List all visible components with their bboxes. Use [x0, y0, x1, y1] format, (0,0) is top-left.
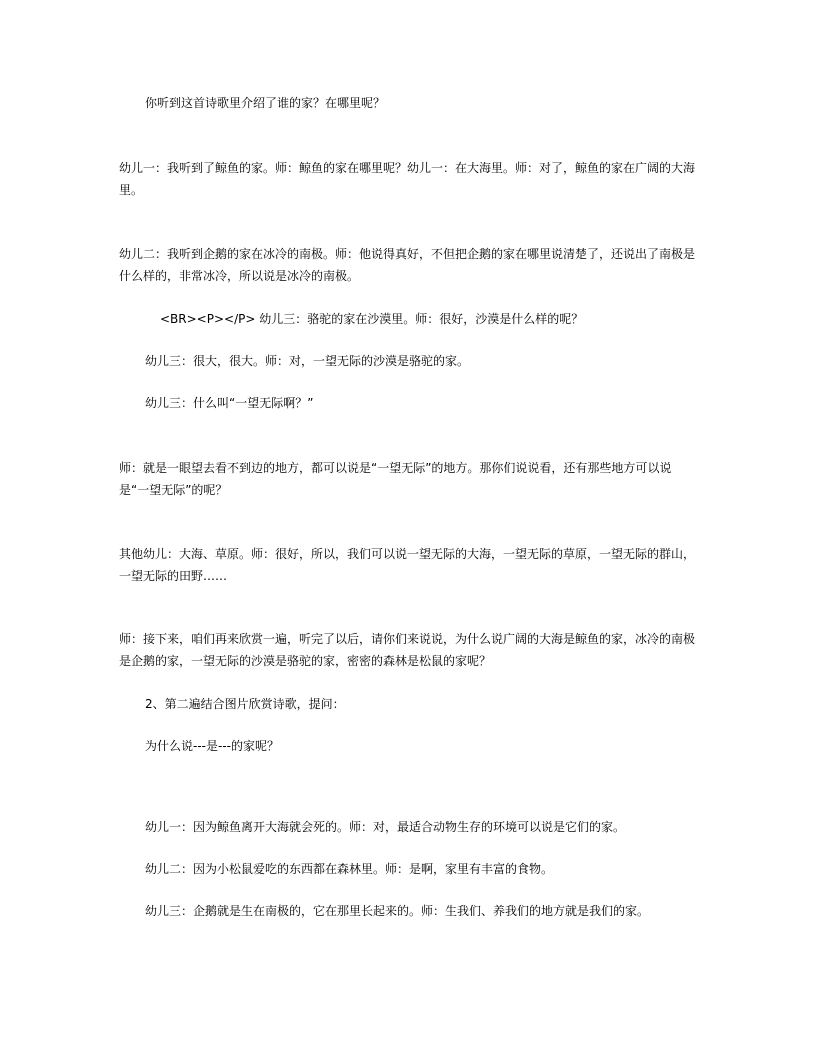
paragraph-teacher-explain: 师：就是一眼望去看不到边的地方，都可以说是“一望无际”的地方。那你们说说看，还有那些地方可以说是“一望无际”的呢？ — [119, 461, 672, 497]
paragraph-teacher-next: 师：接下来，咱们再来欣赏一遍，听完了以后，请你们来说说，为什么说广阔的大海是鲸鱼的家，冰冷的南极是企鹅的家，一望无际的沙漠是骆驼的家，密密的森林是松鼠的家呢？ — [119, 632, 696, 668]
paragraph-other-children: 其他幼儿：大海、草原。师：很好，所以，我们可以说一望无际的大海，一望无际的草原，一望无际的群山，一望无际的田野…… — [119, 547, 696, 583]
paragraph-question-intro: 你听到这首诗歌里介绍了谁的家？在哪里呢？ — [145, 96, 386, 110]
paragraph-child3-desert: 幼儿三：很大，很大。师：对，一望无际的沙漠是骆驼的家。 — [145, 354, 470, 368]
paragraph-child3-camel: <BR><P></P> 幼儿三：骆驼的家在沙漠里。师：很好，沙漠是什么样的呢？ — [160, 312, 584, 326]
paragraph-child1-whale: 幼儿一：我听到了鲸鱼的家。师：鲸鱼的家在哪里呢？幼儿一：在大海里。师：对了，鲸鱼的家在广阔的大海里。 — [119, 161, 696, 197]
paragraph-why-question: 为什么说---是---的家呢？ — [145, 739, 279, 753]
paragraph-answer-child2: 幼儿二：因为小松鼠爱吃的东西都在森林里。师：是啊，家里有丰富的食物。 — [145, 862, 554, 876]
paragraph-answer-child1: 幼儿一：因为鲸鱼离开大海就会死的。师：对，最适合动物生存的环境可以说是它们的家。 — [145, 820, 626, 834]
paragraph-child2-penguin: 幼儿二：我听到企鹅的家在冰冷的南极。师：他说得真好，不但把企鹅的家在哪里说清楚了，还说出了南极是什么样的，非常冰冷，所以说是冰冷的南极。 — [119, 247, 696, 283]
paragraph-step-2: 2、第二遍结合图片欣赏诗歌，提问： — [145, 697, 345, 711]
paragraph-child3-question: 幼儿三：什么叫“一望无际啊？” — [145, 396, 314, 410]
paragraph-answer-child3: 幼儿三：企鹅就是生在南极的，它在那里长起来的。师：生我们、养我们的地方就是我们的家。 — [145, 904, 650, 918]
